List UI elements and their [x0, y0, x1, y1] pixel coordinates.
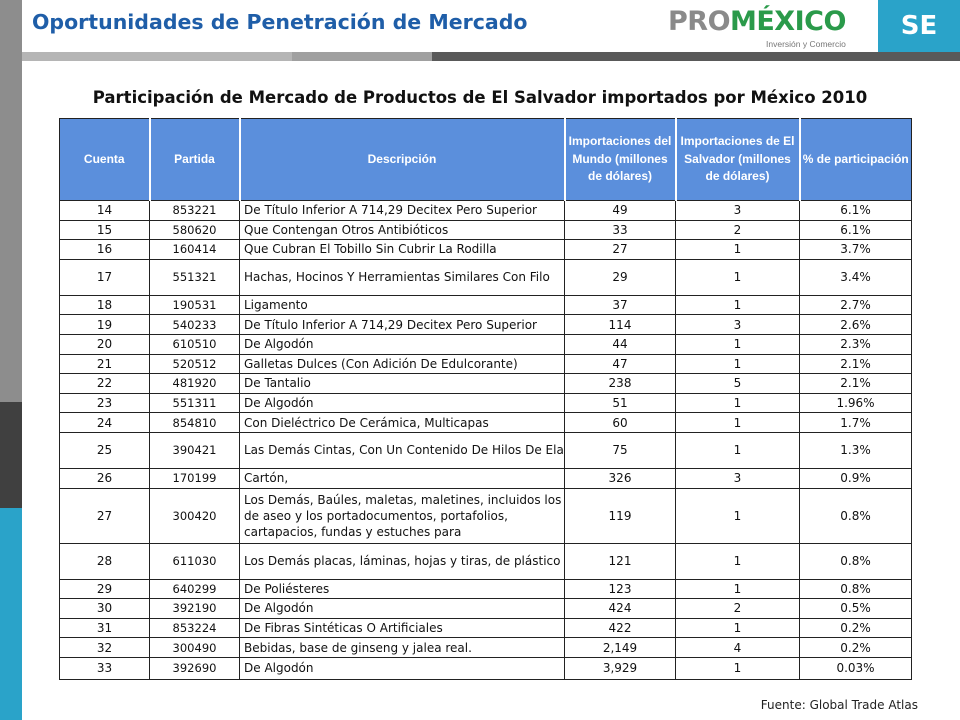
cell-cuenta: 16	[60, 240, 150, 260]
cell-cuenta: 19	[60, 315, 150, 335]
header-divider	[22, 52, 960, 61]
cell-importaciones-mundo: 37	[565, 295, 676, 315]
cell-participacion: 3.7%	[800, 240, 912, 260]
cell-descripcion: Que Cubran El Tobillo Sin Cubrir La Rodilla	[240, 240, 565, 260]
column-header-importaciones-salvador: Importaciones de El Salvador (millones de dólares)	[676, 119, 800, 201]
cell-partida: 854810	[150, 413, 240, 433]
table-row	[60, 374, 912, 394]
cell-importaciones-salvador: 2	[676, 220, 800, 240]
cell-partida: 610510	[150, 334, 240, 354]
table-title: Participación de Mercado de Productos de El Salvador importados por México 2010	[92, 88, 868, 107]
cell-importaciones-mundo: 49	[565, 201, 676, 221]
cell-importaciones-mundo: 326	[565, 468, 676, 488]
se-logo-text: SE	[900, 11, 938, 41]
cell-partida: 580620	[150, 220, 240, 240]
cell-importaciones-salvador: 1	[676, 334, 800, 354]
cell-participacion: 6.1%	[800, 201, 912, 221]
cell-partida: 190531	[150, 295, 240, 315]
table-row	[60, 413, 912, 433]
cell-importaciones-mundo: 44	[565, 334, 676, 354]
cell-importaciones-salvador: 3	[676, 315, 800, 335]
cell-participacion: 0.2%	[800, 618, 912, 638]
cell-importaciones-salvador: 1	[676, 618, 800, 638]
cell-descripcion: Cartón,	[240, 468, 565, 488]
source-note: Fuente: Global Trade Atlas	[760, 698, 918, 712]
cell-participacion: 0.8%	[800, 488, 912, 543]
table-row	[60, 315, 912, 335]
cell-participacion: 1.96%	[800, 393, 912, 413]
cell-descripcion: De Tantalio	[240, 374, 565, 394]
cell-cuenta: 21	[60, 354, 150, 374]
cell-importaciones-salvador: 1	[676, 543, 800, 579]
cell-cuenta: 31	[60, 618, 150, 638]
cell-participacion: 1.3%	[800, 432, 912, 468]
cell-partida: 160414	[150, 240, 240, 260]
cell-importaciones-mundo: 422	[565, 618, 676, 638]
cell-importaciones-salvador: 1	[676, 259, 800, 295]
cell-cuenta: 17	[60, 259, 150, 295]
cell-partida: 520512	[150, 354, 240, 374]
cell-participacion: 2.6%	[800, 315, 912, 335]
cell-partida: 392190	[150, 599, 240, 619]
cell-partida: 481920	[150, 374, 240, 394]
cell-cuenta: 27	[60, 488, 150, 543]
cell-descripcion: Los Demás, Baúles, maletas, maletines, incluidos los de aseo y los portadocumentos, portafolios, cartapacios, fundas y estuches para	[240, 488, 565, 543]
cell-cuenta: 28	[60, 543, 150, 579]
cell-partida: 640299	[150, 579, 240, 599]
column-header-partida: Partida	[150, 119, 240, 201]
cell-descripcion: Con Dieléctrico De Cerámica, Multicapas	[240, 413, 565, 433]
cell-importaciones-salvador: 5	[676, 374, 800, 394]
cell-partida: 551321	[150, 259, 240, 295]
cell-participacion: 0.03%	[800, 657, 912, 679]
cell-importaciones-mundo: 47	[565, 354, 676, 374]
cell-partida: 853221	[150, 201, 240, 221]
table-row	[60, 468, 912, 488]
cell-descripcion: De Algodón	[240, 599, 565, 619]
cell-participacion: 1.7%	[800, 413, 912, 433]
table-row	[60, 220, 912, 240]
cell-partida: 540233	[150, 315, 240, 335]
cell-importaciones-mundo: 114	[565, 315, 676, 335]
table-row	[60, 432, 912, 468]
cell-partida: 392690	[150, 657, 240, 679]
page-title: Oportunidades de Penetración de Mercado	[32, 10, 528, 34]
table-row	[60, 201, 912, 221]
cell-importaciones-mundo: 3,929	[565, 657, 676, 679]
cell-participacion: 0.5%	[800, 599, 912, 619]
cell-importaciones-salvador: 3	[676, 468, 800, 488]
table-row	[60, 393, 912, 413]
cell-importaciones-mundo: 29	[565, 259, 676, 295]
cell-partida: 300420	[150, 488, 240, 543]
cell-importaciones-mundo: 60	[565, 413, 676, 433]
cell-partida: 611030	[150, 543, 240, 579]
table-row	[60, 259, 912, 295]
cell-cuenta: 29	[60, 579, 150, 599]
cell-cuenta: 32	[60, 638, 150, 658]
cell-participacion: 0.2%	[800, 638, 912, 658]
table-row	[60, 354, 912, 374]
cell-importaciones-salvador: 1	[676, 488, 800, 543]
promexico-logo	[668, 6, 864, 50]
cell-cuenta: 15	[60, 220, 150, 240]
cell-partida: 170199	[150, 468, 240, 488]
table-row	[60, 295, 912, 315]
cell-cuenta: 22	[60, 374, 150, 394]
cell-partida: 551311	[150, 393, 240, 413]
table-row	[60, 334, 912, 354]
left-stripe-gray	[0, 0, 22, 402]
logo-tagline: Inversión y Comercio	[766, 39, 846, 49]
cell-descripcion: De Algodón	[240, 657, 565, 679]
cell-participacion: 0.9%	[800, 468, 912, 488]
table-row	[60, 543, 912, 579]
cell-importaciones-salvador: 1	[676, 240, 800, 260]
cell-cuenta: 33	[60, 657, 150, 679]
cell-descripcion: De Título Inferior A 714,29 Decitex Pero Superior	[240, 201, 565, 221]
table-header-row	[60, 119, 912, 201]
table-row	[60, 579, 912, 599]
cell-descripcion: De Poliésteres	[240, 579, 565, 599]
cell-importaciones-mundo: 238	[565, 374, 676, 394]
cell-participacion: 0.8%	[800, 543, 912, 579]
left-stripe-blue	[0, 508, 22, 720]
table-body	[60, 201, 912, 680]
cell-partida: 390421	[150, 432, 240, 468]
cell-importaciones-salvador: 4	[676, 638, 800, 658]
table-row	[60, 618, 912, 638]
logo-pro-text: PRO	[668, 6, 731, 37]
table-row	[60, 657, 912, 679]
cell-importaciones-mundo: 119	[565, 488, 676, 543]
cell-cuenta: 30	[60, 599, 150, 619]
cell-participacion: 2.1%	[800, 354, 912, 374]
column-header-cuenta: Cuenta	[60, 119, 150, 201]
cell-partida: 853224	[150, 618, 240, 638]
cell-importaciones-mundo: 33	[565, 220, 676, 240]
cell-importaciones-mundo: 2,149	[565, 638, 676, 658]
cell-importaciones-salvador: 1	[676, 432, 800, 468]
cell-importaciones-salvador: 1	[676, 579, 800, 599]
se-logo-box	[878, 0, 960, 52]
table-row	[60, 599, 912, 619]
cell-descripcion: Hachas, Hocinos Y Herramientas Similares Con Filo	[240, 259, 565, 295]
table-row	[60, 638, 912, 658]
cell-importaciones-salvador: 1	[676, 354, 800, 374]
left-stripe-dark	[0, 402, 22, 508]
cell-participacion: 2.3%	[800, 334, 912, 354]
cell-cuenta: 23	[60, 393, 150, 413]
cell-participacion: 2.7%	[800, 295, 912, 315]
table-row	[60, 240, 912, 260]
cell-cuenta: 25	[60, 432, 150, 468]
cell-importaciones-salvador: 2	[676, 599, 800, 619]
cell-participacion: 6.1%	[800, 220, 912, 240]
cell-descripcion: De Título Inferior A 714,29 Decitex Pero Superior	[240, 315, 565, 335]
cell-cuenta: 20	[60, 334, 150, 354]
cell-importaciones-mundo: 27	[565, 240, 676, 260]
cell-importaciones-mundo: 424	[565, 599, 676, 619]
cell-descripcion: Bebidas, base de ginseng y jalea real.	[240, 638, 565, 658]
cell-participacion: 3.4%	[800, 259, 912, 295]
cell-importaciones-mundo: 123	[565, 579, 676, 599]
table-row	[60, 488, 912, 543]
cell-importaciones-salvador: 1	[676, 295, 800, 315]
cell-participacion: 0.8%	[800, 579, 912, 599]
cell-participacion: 2.1%	[800, 374, 912, 394]
cell-importaciones-mundo: 75	[565, 432, 676, 468]
column-header-participacion: % de participación	[800, 119, 912, 201]
cell-descripcion: Que Contengan Otros Antibióticos	[240, 220, 565, 240]
cell-descripcion: Ligamento	[240, 295, 565, 315]
column-header-descripcion: Descripción	[240, 119, 565, 201]
cell-partida: 300490	[150, 638, 240, 658]
logo-mexico-text: MÉXICO	[730, 6, 846, 37]
cell-importaciones-salvador: 3	[676, 201, 800, 221]
cell-importaciones-salvador: 1	[676, 413, 800, 433]
cell-cuenta: 26	[60, 468, 150, 488]
cell-descripcion: Las Demás Cintas, Con Un Contenido De Hilos De Ela	[240, 432, 565, 468]
cell-descripcion: Galletas Dulces (Con Adición De Edulcorante)	[240, 354, 565, 374]
cell-cuenta: 18	[60, 295, 150, 315]
cell-importaciones-mundo: 51	[565, 393, 676, 413]
column-header-importaciones-mundo: Importaciones del Mundo (millones de dólares)	[565, 119, 676, 201]
cell-descripcion: Los Demás placas, láminas, hojas y tiras, de plástico	[240, 543, 565, 579]
cell-descripcion: De Fibras Sintéticas O Artificiales	[240, 618, 565, 638]
cell-importaciones-salvador: 1	[676, 657, 800, 679]
cell-descripcion: De Algodón	[240, 334, 565, 354]
cell-importaciones-mundo: 121	[565, 543, 676, 579]
cell-descripcion: De Algodón	[240, 393, 565, 413]
market-share-table	[59, 118, 912, 680]
cell-importaciones-salvador: 1	[676, 393, 800, 413]
cell-cuenta: 24	[60, 413, 150, 433]
cell-cuenta: 14	[60, 201, 150, 221]
